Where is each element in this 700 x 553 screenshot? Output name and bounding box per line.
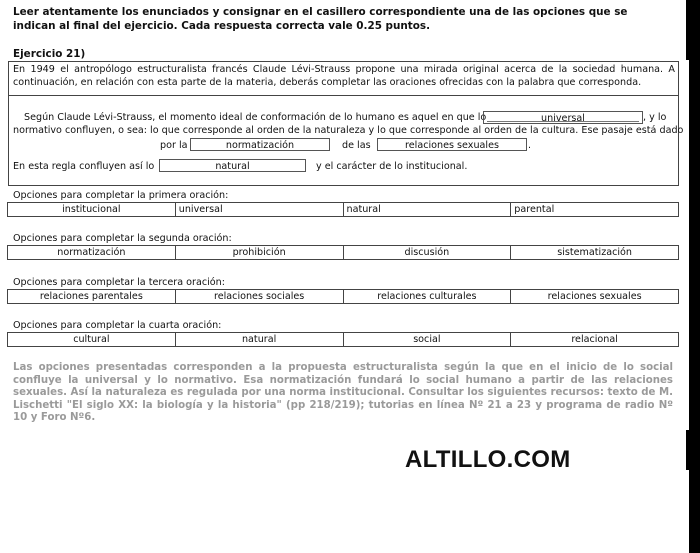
option-cell: universal — [175, 203, 343, 217]
option-cell: normatización — [8, 246, 176, 260]
option-cell: discusión — [343, 246, 511, 260]
sentence1-part-a: Según Claude Lévi-Strauss, el momento ideal de conformación de lo humano es aquel en que lo — [24, 112, 487, 123]
sentence4-part-a: En esta regla confluyen así lo — [13, 161, 155, 172]
answer-field-1[interactable] — [483, 111, 643, 124]
sentence4-part-b: y el carácter de lo institucional. — [316, 161, 468, 172]
options-4-table — [7, 332, 679, 347]
options-4-label: Opciones para completar la cuarta oración: — [13, 320, 222, 331]
altillo-logo: ALTILLO.COM — [405, 446, 571, 473]
exercise-box — [8, 61, 684, 186]
option-cell: relaciones culturales — [343, 290, 511, 304]
option-cell: institucional — [8, 203, 176, 217]
options-2-table — [7, 245, 679, 260]
options-2-label: Opciones para completar la segunda oración: — [13, 233, 232, 244]
options-1-label: Opciones para completar la primera oración: — [13, 190, 229, 201]
option-cell: sistematización — [511, 246, 679, 260]
sentence1-part-b: , y lo — [643, 112, 667, 123]
option-cell: prohibición — [175, 246, 343, 260]
box-divider — [9, 95, 678, 96]
answer-1-value: universal — [541, 113, 585, 124]
option-cell: relacional — [511, 333, 679, 347]
options-3-label: Opciones para completar la tercera oración: — [13, 277, 225, 288]
answer-field-3[interactable] — [377, 138, 527, 151]
answer-field-2[interactable] — [190, 138, 330, 151]
option-cell: social — [343, 333, 511, 347]
edge-notch-bottom — [686, 430, 689, 470]
edge-notch-top — [686, 0, 689, 60]
right-edge-bar — [689, 0, 700, 553]
explanation-text: Las opciones presentadas corresponden a la propuesta estructuralista según la que en el inicio de lo social confluye la universal y lo normativo. Esa normatización fundará lo social humano a partir de las relaciones sexuales. Así la naturaleza es regulada por una norma institucional. Consultar los siguientes recursos: texto de M. Lischetti "El siglo XX: la biología y la historia" (pp 218/219); tutorias en línea Nº 21 a 23 y programa de radio Nº 10 y Foro Nº6. — [13, 362, 674, 424]
instructions: Leer atentamente los enunciados y consignar en el casillero correspondiente una de las opciones que se indican al final del ejercicio. Cada respuesta correcta vale 0.25 puntos. — [13, 6, 628, 32]
answer-4-value: natural — [215, 161, 250, 172]
exercise-intro: En 1949 el antropólogo estructuralista francés Claude Lévi-Strauss propone una mirada original acerca de la sociedad humana. A continuación, en relación con esta parte de la materia, deberás completar las oraciones ofrecidas con la palabra que corresponda. — [13, 64, 675, 88]
option-cell: relaciones sociales — [175, 290, 343, 304]
sentence3-part-b: de las — [342, 140, 371, 151]
option-cell: natural — [343, 203, 511, 217]
exercise-title: Ejercicio 21) — [13, 48, 86, 60]
options-1-table — [7, 202, 679, 217]
options-3-table — [7, 289, 679, 304]
option-cell: cultural — [8, 333, 176, 347]
option-cell: parental — [511, 203, 679, 217]
answer-field-4[interactable] — [159, 159, 306, 172]
sentence3-part-c: . — [528, 140, 532, 151]
sentence2-text: normativo confluyen, o sea: lo que corresponde al orden de la naturaleza y lo que corresponde al orden de la cultura. Ese pasaje está dado — [13, 125, 684, 136]
option-cell: relaciones sexuales — [511, 290, 679, 304]
answer-2-value: normatización — [225, 140, 295, 151]
option-cell: natural — [175, 333, 343, 347]
option-cell: relaciones parentales — [8, 290, 176, 304]
sentence3-part-a: por la — [160, 140, 188, 151]
answer-3-value: relaciones sexuales — [405, 140, 499, 151]
